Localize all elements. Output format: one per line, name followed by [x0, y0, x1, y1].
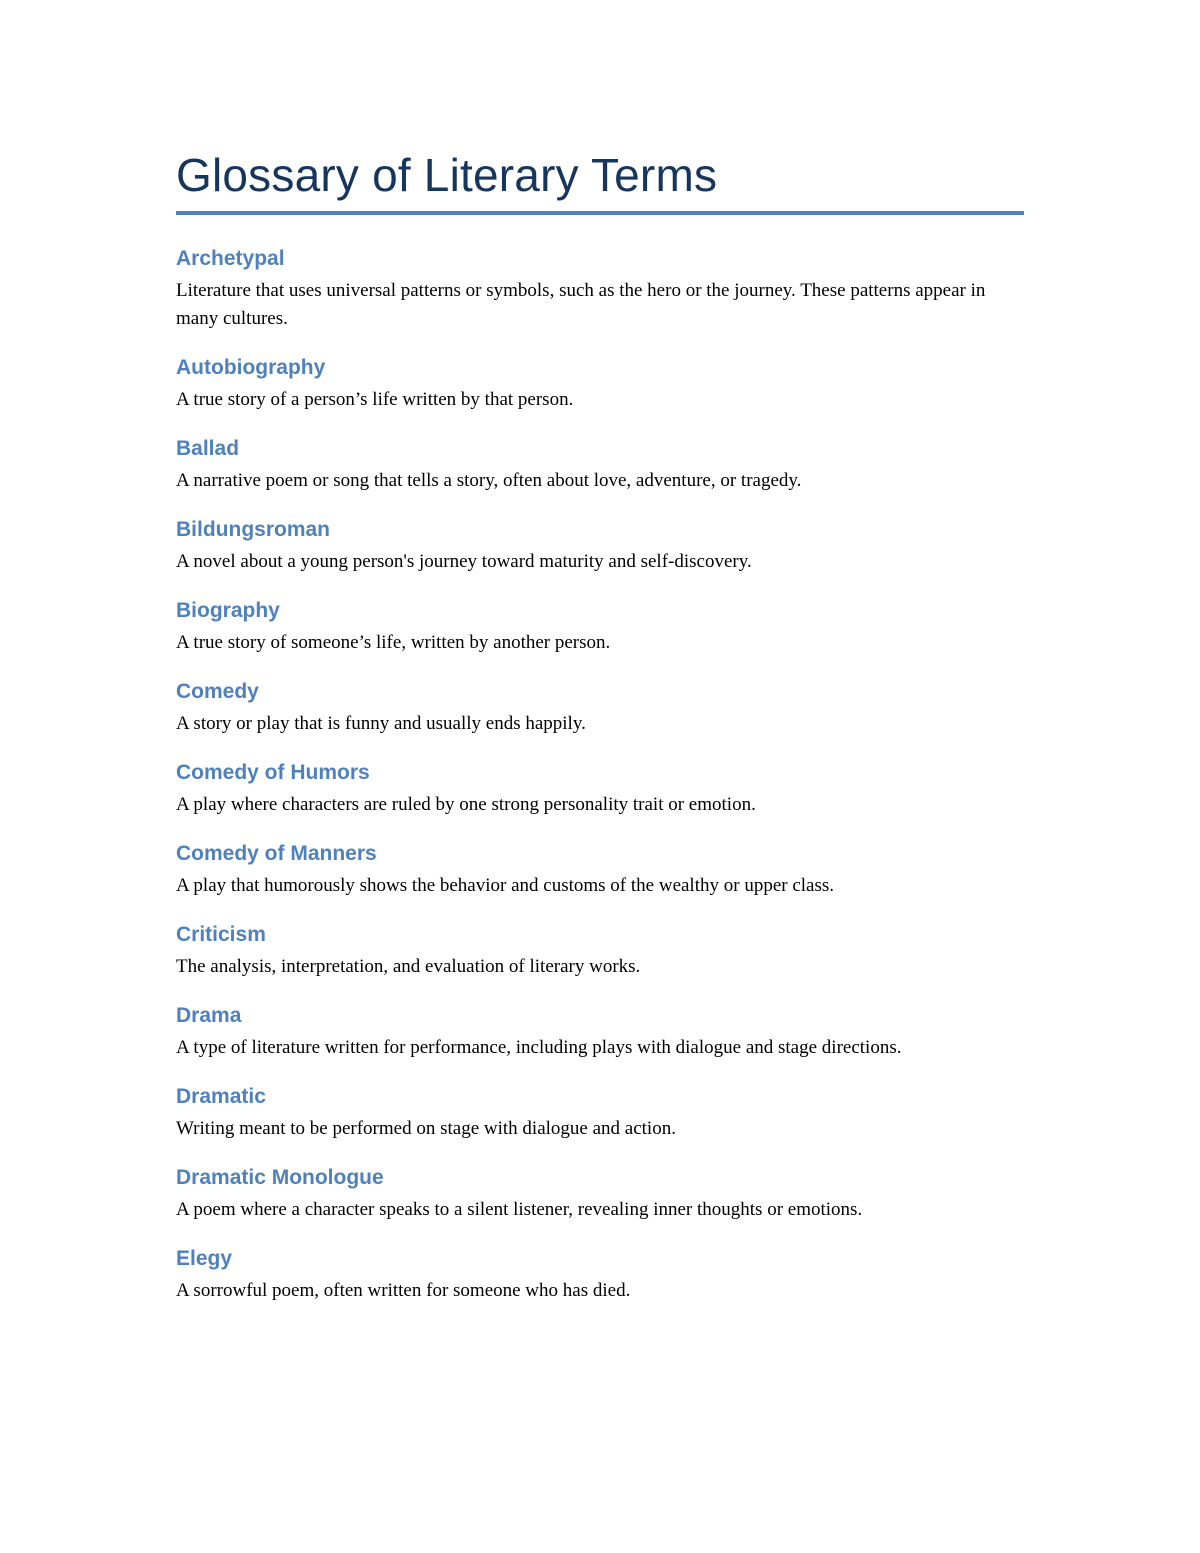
glossary-definition: A narrative poem or song that tells a story, often about love, adventure, or tragedy.: [176, 470, 802, 491]
glossary-term: Ballad: [176, 437, 240, 460]
glossary-list: [176, 243, 1024, 1305]
glossary-term: Archetypal: [176, 247, 285, 270]
glossary-entry-autobiography: [176, 352, 1024, 414]
glossary-definition: A type of literature written for performance, including plays with dialogue and stage directions.: [176, 1037, 902, 1058]
glossary-term: Dramatic Monologue: [176, 1166, 384, 1189]
glossary-term: Drama: [176, 1004, 242, 1027]
glossary-entry-dramatic: [176, 1081, 1024, 1143]
glossary-term: Bildungsroman: [176, 518, 331, 541]
glossary-entry-comedy-of-manners: [176, 838, 1024, 900]
glossary-entry-comedy: [176, 676, 1024, 738]
glossary-definition: The analysis, interpretation, and evaluation of literary works.: [176, 956, 641, 977]
glossary-definition: A novel about a young person's journey toward maturity and self-discovery.: [176, 551, 752, 572]
glossary-definition: Writing meant to be performed on stage with dialogue and action.: [176, 1118, 676, 1139]
glossary-entry-dramatic-monologue: [176, 1162, 1024, 1224]
glossary-definition: A sorrowful poem, often written for someone who has died.: [176, 1280, 631, 1301]
glossary-term: Comedy: [176, 680, 259, 703]
glossary-entry-ballad: [176, 433, 1024, 495]
document-body: [176, 143, 1024, 1324]
glossary-definition: A poem where a character speaks to a silent listener, revealing inner thoughts or emotions.: [176, 1199, 863, 1220]
title-underline: [176, 211, 1024, 215]
glossary-entry-drama: [176, 1000, 1024, 1062]
glossary-term: Autobiography: [176, 356, 326, 379]
glossary-entry-bildungsroman: [176, 514, 1024, 576]
glossary-term: Dramatic: [176, 1085, 266, 1108]
page-title: Glossary of Literary Terms: [176, 149, 718, 201]
glossary-entry-criticism: [176, 919, 1024, 981]
glossary-definition: Literature that uses universal patterns or symbols, such as the hero or the journey. These patterns appear in many cultures.: [176, 280, 986, 329]
glossary-term: Criticism: [176, 923, 266, 946]
glossary-definition: A true story of a person’s life written by that person.: [176, 389, 574, 410]
glossary-term: Elegy: [176, 1247, 233, 1270]
glossary-definition: A true story of someone’s life, written by another person.: [176, 632, 611, 653]
glossary-entry-comedy-of-humors: [176, 757, 1024, 819]
glossary-term: Biography: [176, 599, 280, 622]
glossary-entry-elegy: [176, 1243, 1024, 1305]
glossary-entry-biography: [176, 595, 1024, 657]
glossary-entry-archetypal: [176, 243, 1024, 333]
glossary-term: Comedy of Manners: [176, 842, 377, 865]
glossary-term: Comedy of Humors: [176, 761, 370, 784]
glossary-definition: A story or play that is funny and usually ends happily.: [176, 713, 586, 734]
glossary-definition: A play where characters are ruled by one strong personality trait or emotion.: [176, 794, 756, 815]
glossary-definition: A play that humorously shows the behavior and customs of the wealthy or upper class.: [176, 875, 835, 896]
